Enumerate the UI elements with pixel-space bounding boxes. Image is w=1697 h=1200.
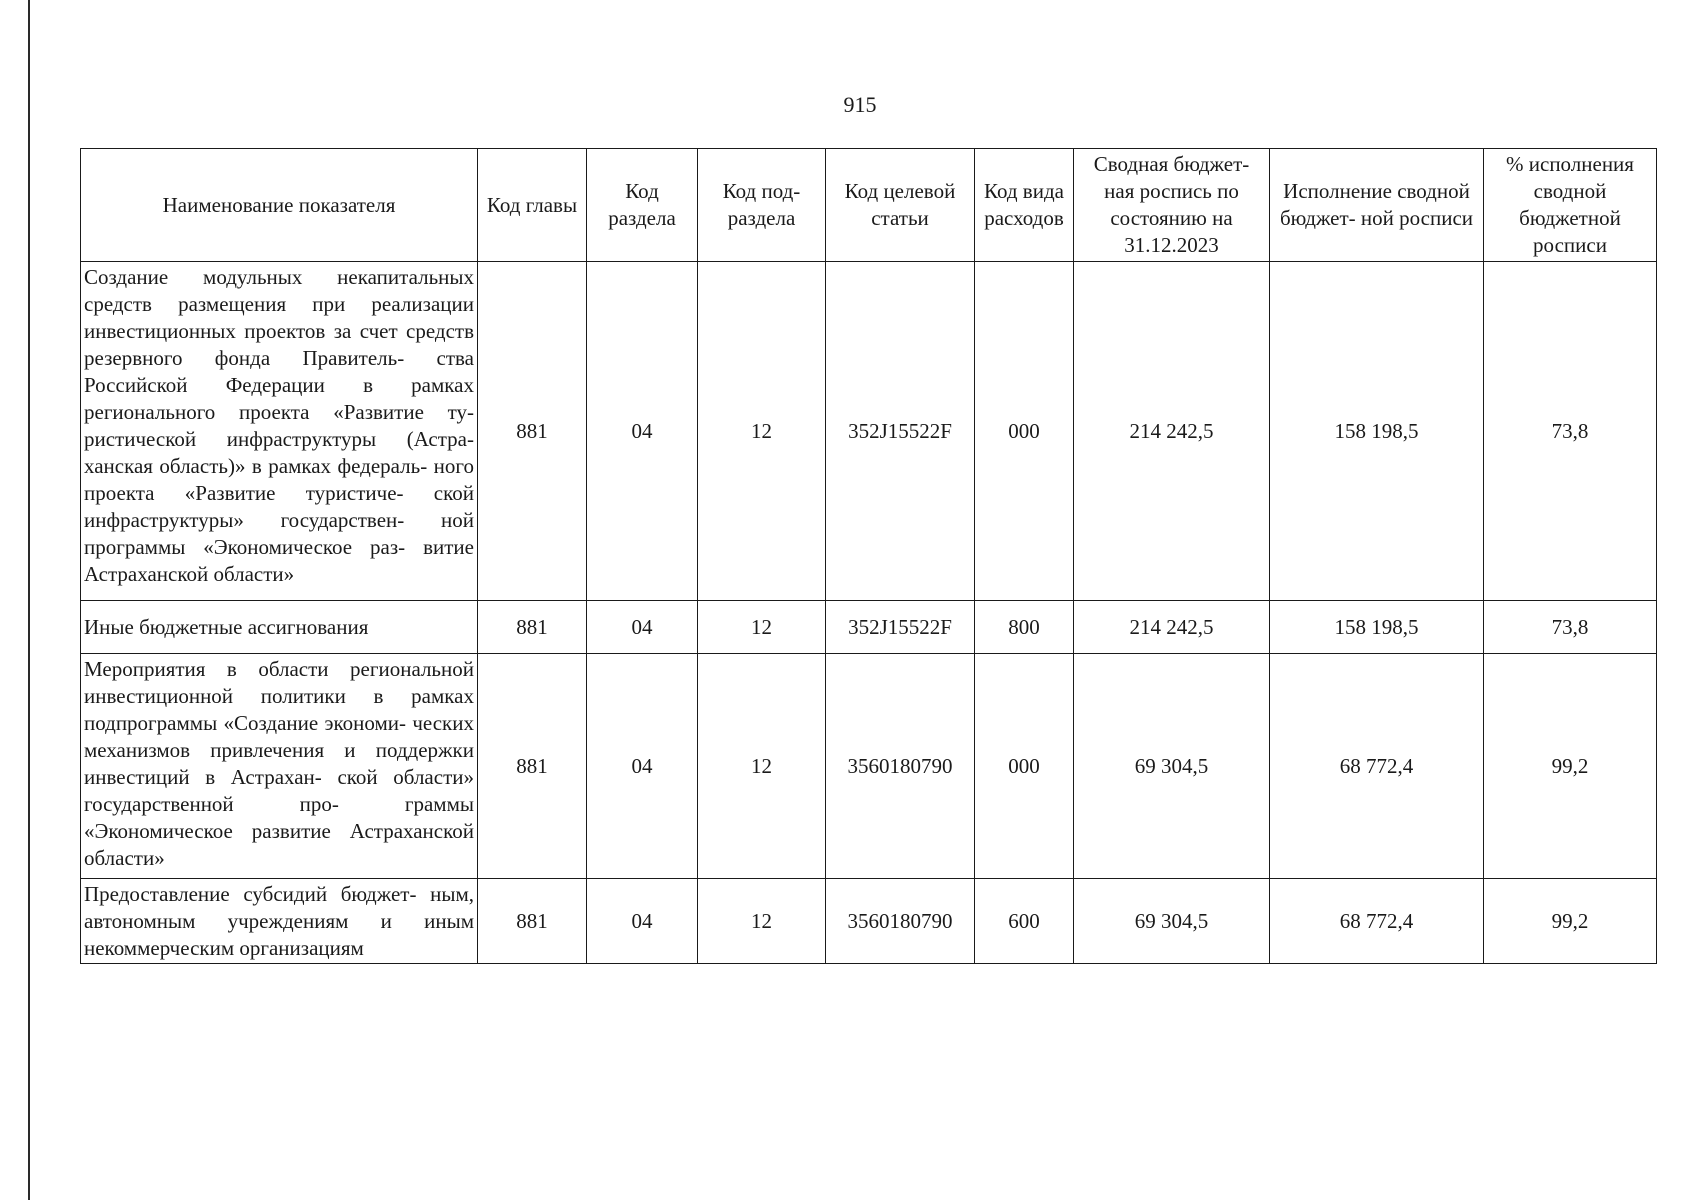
row-chapter-code: 881 — [478, 262, 587, 601]
table-header-row — [81, 149, 1657, 262]
row-target-code: 3560180790 — [826, 654, 975, 879]
row-section-code: 04 — [587, 879, 698, 964]
header-target-code: Код целевой статьи — [826, 149, 975, 262]
row-expense-type-code: 000 — [975, 262, 1074, 601]
row-target-code: 3560180790 — [826, 879, 975, 964]
row-target-code: 352J15522F — [826, 601, 975, 654]
table-row — [81, 654, 1657, 879]
row-expense-type-code: 800 — [975, 601, 1074, 654]
header-expense-type-code: Код вида расходов — [975, 149, 1074, 262]
row-executed: 158 198,5 — [1270, 601, 1484, 654]
row-name: Создание модульных некапитальных средств размещения при реализации инвестиционных проектов за счет средств резервного фонда Правитель- ства Российской Федерации в рамках регионального проекта «Развитие ту- ристической инфраструктуры (Астра- ханская область)» в рамках федераль- ного проекта «Развитие туристиче- ской инфраструктуры» государствен- ной программы «Экономическое раз- витие Астраханской области» — [81, 262, 478, 601]
row-name: Иные бюджетные ассигнования — [81, 601, 478, 654]
row-name: Мероприятия в области региональной инвестиционной политики в рамках подпрограммы «Создание экономи- ческих механизмов привлечения и поддержки инвестиций в Астрахан- ской области» государственной про- граммы «Экономическое развитие Астраханской области» — [81, 654, 478, 879]
row-planned: 69 304,5 — [1074, 879, 1270, 964]
row-section-code: 04 — [587, 654, 698, 879]
row-subsection-code: 12 — [698, 262, 826, 601]
page-number: 915 — [843, 92, 877, 117]
row-name: Предоставление субсидий бюджет- ным, автономным учреждениям и иным некоммерческим организациям — [81, 879, 478, 964]
row-executed: 158 198,5 — [1270, 262, 1484, 601]
header-chapter-code: Код главы — [478, 149, 587, 262]
row-chapter-code: 881 — [478, 654, 587, 879]
row-chapter-code: 881 — [478, 879, 587, 964]
row-executed: 68 772,4 — [1270, 654, 1484, 879]
header-section-code: Код раздела — [587, 149, 698, 262]
row-subsection-code: 12 — [698, 879, 826, 964]
row-percent: 73,8 — [1484, 262, 1657, 601]
row-subsection-code: 12 — [698, 654, 826, 879]
row-planned: 214 242,5 — [1074, 601, 1270, 654]
row-percent: 99,2 — [1484, 879, 1657, 964]
row-section-code: 04 — [587, 262, 698, 601]
row-chapter-code: 881 — [478, 601, 587, 654]
row-percent: 99,2 — [1484, 654, 1657, 879]
scan-edge-line — [28, 0, 30, 1200]
row-section-code: 04 — [587, 601, 698, 654]
row-planned: 214 242,5 — [1074, 262, 1270, 601]
budget-execution-table — [80, 148, 1657, 964]
row-percent: 73,8 — [1484, 601, 1657, 654]
row-subsection-code: 12 — [698, 601, 826, 654]
header-execution: Исполнение сводной бюджет- ной росписи — [1270, 149, 1484, 262]
row-target-code: 352J15522F — [826, 262, 975, 601]
header-name: Наименование показателя — [81, 149, 478, 262]
table-row — [81, 262, 1657, 601]
header-subsection-code: Код под- раздела — [698, 149, 826, 262]
header-planned-budget: Сводная бюджет- ная роспись по состоянию на 31.12.2023 — [1074, 149, 1270, 262]
table-row — [81, 879, 1657, 964]
header-execution-percent: % исполнения сводной бюджетной росписи — [1484, 149, 1657, 262]
table-row — [81, 601, 1657, 654]
row-planned: 69 304,5 — [1074, 654, 1270, 879]
row-expense-type-code: 600 — [975, 879, 1074, 964]
row-executed: 68 772,4 — [1270, 879, 1484, 964]
row-expense-type-code: 000 — [975, 654, 1074, 879]
